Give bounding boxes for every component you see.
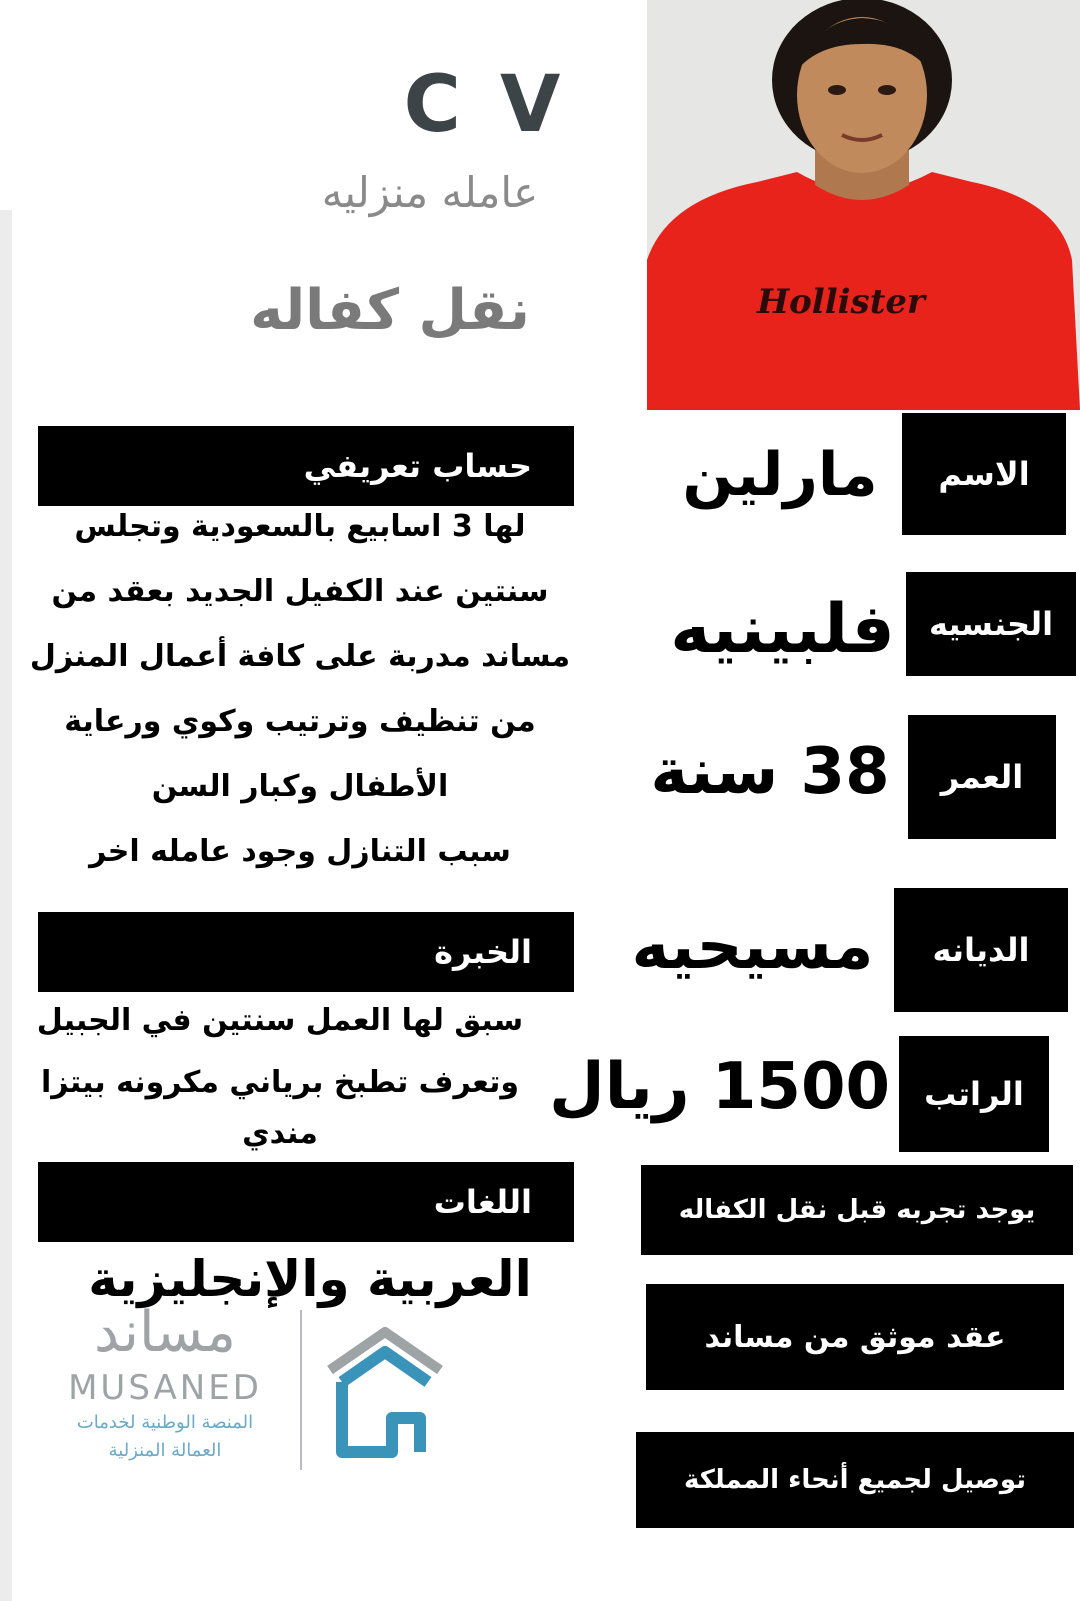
logo-divider <box>300 1310 302 1470</box>
label-salary: الراتب <box>899 1036 1049 1152</box>
cv-title: C V <box>403 60 567 150</box>
transfer-title: نقل كفاله <box>250 278 530 343</box>
worker-portrait-illustration <box>647 0 1080 410</box>
promo-delivery: توصيل لجميع أنحاء المملكة <box>636 1432 1074 1528</box>
value-religion: مسيحيه <box>631 910 874 984</box>
languages-value: العربية والإنجليزية <box>88 1250 532 1308</box>
value-age: 38 سنة <box>650 735 890 809</box>
value-name: مارلين <box>682 440 878 510</box>
label-age: العمر <box>908 715 1056 839</box>
profile-line: مساند مدربة على كافة أعمال المنزل <box>29 639 571 674</box>
profile-line: الأطفال وكبار السن <box>151 769 449 804</box>
logo-arabic-name: مساند <box>94 1300 236 1365</box>
experience-line: وتعرف تطبخ برياني مكرونه بيتزا <box>40 1065 520 1100</box>
label-religion: الديانه <box>894 888 1068 1012</box>
profile-line: من تنظيف وترتيب وكوي ورعاية <box>64 704 536 739</box>
logo-latin-name: MUSANED <box>68 1368 262 1408</box>
profile-line: سنتين عند الكفيل الجديد بعقد من <box>51 574 549 609</box>
profile-line: سبب التنازل وجود عامله اخر <box>89 834 511 869</box>
profile-line: لها 3 اسابيع بالسعودية وتجلس <box>74 509 526 544</box>
experience-heading: الخبرة <box>38 912 574 992</box>
promo-trial: يوجد تجربه قبل نقل الكفاله <box>641 1165 1073 1255</box>
logo-tagline-2: العمالة المنزلية <box>108 1440 222 1461</box>
value-salary: 1500 ريال <box>549 1050 890 1124</box>
house-icon <box>320 1320 450 1470</box>
value-nationality: فلبينيه <box>670 590 895 669</box>
worker-photo <box>647 0 1080 410</box>
promo-contract: عقد موثق من مساند <box>646 1284 1064 1390</box>
shirt-logo-text: Hollister <box>757 282 925 322</box>
left-edge-strip <box>0 210 12 1601</box>
languages-heading: اللغات <box>38 1162 574 1242</box>
job-subtitle: عامله منزليه <box>321 168 539 217</box>
experience-line: مندي <box>242 1116 318 1151</box>
musaned-logo <box>30 1300 450 1500</box>
label-name: الاسم <box>902 413 1066 535</box>
experience-text <box>0 990 560 1154</box>
logo-tagline-1: المنصة الوطنية لخدمات <box>76 1412 254 1433</box>
label-nationality: الجنسيه <box>906 572 1076 676</box>
profile-text <box>0 494 600 884</box>
experience-line: سبق لها العمل سنتين في الجبيل <box>36 1003 524 1038</box>
profile-heading: حساب تعريفي <box>38 426 574 506</box>
